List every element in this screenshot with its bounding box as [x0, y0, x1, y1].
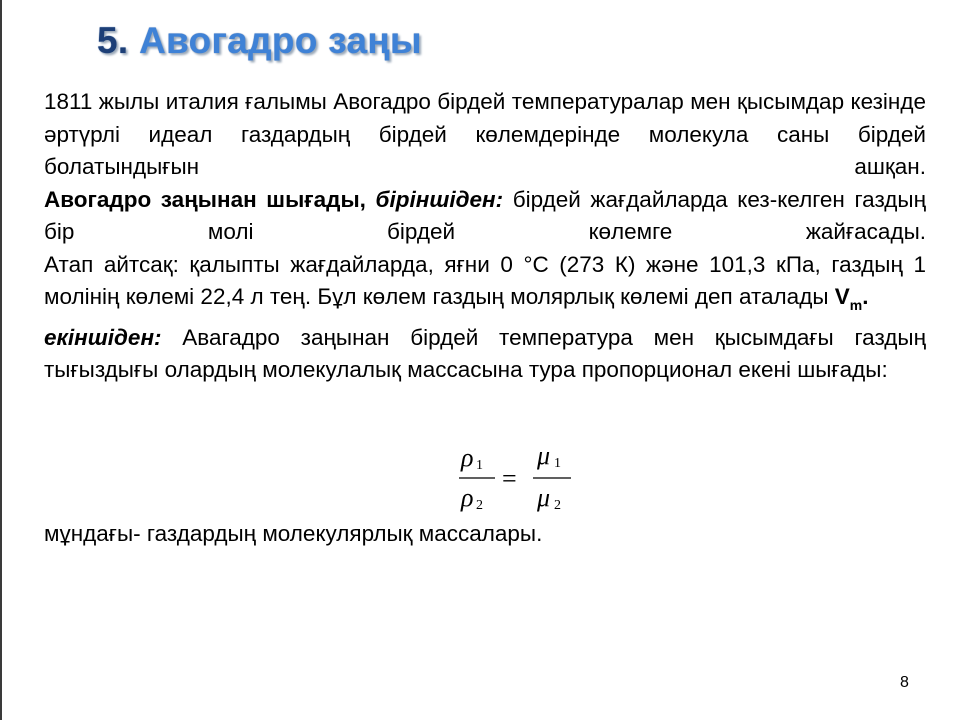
slide-body-footer — [44, 518, 926, 551]
mu-1-sub: 1 — [554, 456, 561, 471]
consequence-lead: Авогадро заңынан шығады, — [44, 186, 366, 212]
paragraph-second-consequence — [44, 322, 926, 387]
density-ratio-formula — [455, 438, 580, 516]
mu-1: μ — [537, 441, 551, 470]
slide-left-border — [0, 0, 2, 720]
paragraph-explanation: мұндағы- газдардың молекулярлық массалары. — [44, 521, 543, 546]
molar-volume-symbol: $V_m$ — [834, 284, 863, 313]
first-consequence-text: бірдей жағдайларда кез-келген газдың бір молі бірдей көлемге жайғасады. — [44, 186, 926, 244]
first-label: біріншіден: — [375, 186, 504, 212]
title-number: 5. — [97, 20, 129, 61]
paragraph-first-consequence — [44, 184, 926, 249]
paragraph-molar-volume — [44, 249, 926, 322]
rho-2-sub: 2 — [476, 498, 483, 513]
rho-1: ρ — [461, 443, 474, 472]
second-label: екіншіден: — [44, 324, 162, 350]
mu-2-sub: 2 — [554, 498, 561, 513]
page-number: 8 — [900, 674, 909, 691]
slide-body — [44, 86, 926, 387]
rho-2: ρ — [461, 483, 474, 512]
mu-2: μ — [537, 483, 551, 512]
slide-title — [97, 20, 422, 62]
second-consequence-text: Авагадро заңынан бірдей температура мен қысымдағы газдың тығыздығы олардың молекулалық массасына тура пропорционал екені шығады: — [44, 324, 926, 382]
title-text: Авогадро заңы — [139, 20, 422, 61]
equals-sign: = — [502, 464, 517, 493]
molar-volume-text: Атап айтсақ: қалыпты жағдайларда, яғни 0 °С (273 К) және 101,3 кПа, газдың 1 молінің көлемі 22,4 л тең. Бұл көлем газдың молярлық көлемі деп аталады — [44, 251, 926, 309]
paragraph-discovery: 1811 жылы италия ғалымы Авогадро бірдей температуралар мен қысымдар кезінде әртүрлі идеал газдардың бірдей көлемдерінде молекула саны бірдей болатындығын ашқан. — [44, 89, 926, 179]
rho-1-sub: 1 — [476, 458, 483, 473]
molar-volume-period: . — [862, 284, 869, 309]
